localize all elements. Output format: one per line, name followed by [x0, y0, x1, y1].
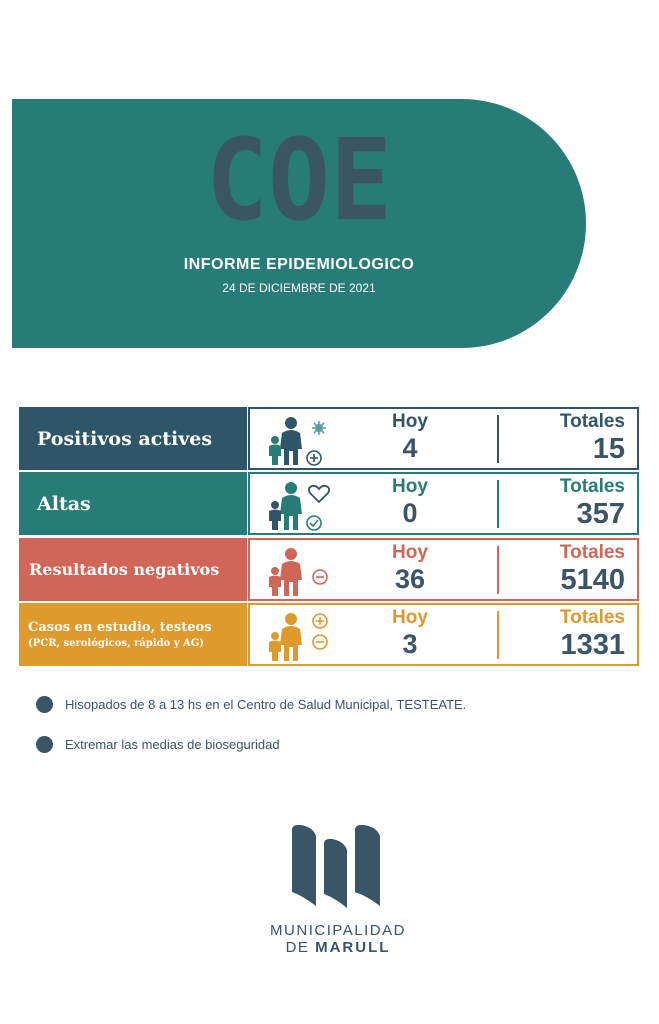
list-item [36, 732, 466, 756]
row-panel [248, 472, 639, 535]
totales-label: Totales [559, 411, 625, 432]
family-heart-check-icon [264, 478, 334, 533]
row-label-box [19, 407, 247, 470]
coe-title: COE [205, 116, 393, 246]
row-label: Resultados negativos [29, 560, 220, 579]
hoy-label: Hoy [392, 542, 428, 563]
hoy-block [350, 411, 470, 463]
row-label: Altas [37, 492, 91, 515]
row-positivos-activos [19, 407, 639, 470]
totales-value: 15 [592, 433, 625, 465]
hoy-value: 4 [402, 433, 418, 463]
hoy-value: 3 [402, 629, 418, 659]
totales-label: Totales [559, 607, 625, 628]
divider [497, 480, 499, 528]
hoy-label: Hoy [392, 411, 428, 432]
row-label: Positivos actives [37, 427, 213, 450]
recommendations-list [36, 692, 466, 772]
municipality-line2 [238, 939, 438, 956]
family-minus-icon [264, 544, 334, 599]
divider [497, 546, 499, 594]
header-banner [12, 99, 586, 348]
municipalidad-logo-icon [289, 822, 389, 914]
hoy-value: 36 [394, 564, 426, 594]
hoy-block [350, 542, 470, 594]
row-label-box [19, 538, 247, 601]
row-label-box [19, 603, 247, 666]
hoy-label: Hoy [392, 476, 428, 497]
municipality-line1: MUNICIPALIDAD [270, 922, 406, 939]
list-item [36, 692, 466, 716]
hoy-value: 0 [402, 498, 418, 528]
list-item-text: Extremar las medias de bioseguridad [65, 736, 280, 752]
totales-value: 1331 [560, 629, 625, 661]
report-date: 24 DE DICIEMBRE DE 2021 [222, 281, 376, 295]
municipality-town: MARULL [315, 939, 391, 956]
bullet-dot-icon [36, 696, 53, 713]
totales-label: Totales [559, 476, 625, 497]
row-altas [19, 472, 639, 535]
divider [497, 611, 499, 659]
totales-block [560, 411, 625, 465]
row-panel [248, 603, 639, 666]
municipality-name [238, 922, 438, 956]
row-resultados-negativos [19, 538, 639, 601]
row-label: Casos en estudio, testeos [28, 620, 212, 635]
row-sublabel: (PCR, serológicos, rápido y AG) [28, 638, 205, 649]
row-panel [248, 407, 639, 470]
family-virus-plus-icon [264, 413, 334, 468]
totales-label: Totales [559, 542, 625, 563]
family-plus-minus-icon [264, 609, 334, 664]
list-item-text: Hisopados de 8 a 13 hs en el Centro de Salud Municipal, TESTEATE. [65, 696, 467, 712]
hoy-label: Hoy [392, 607, 428, 628]
hoy-block [350, 476, 470, 528]
totales-value: 5140 [560, 564, 625, 596]
row-label-box [19, 472, 247, 535]
divider [497, 415, 499, 463]
row-panel [248, 538, 639, 601]
totales-block [560, 542, 625, 596]
municipality-prefix: DE [285, 939, 316, 956]
row-casos-en-estudio [19, 603, 639, 666]
bullet-dot-icon [36, 736, 53, 753]
report-subtitle: INFORME EPIDEMIOLOGICO [183, 256, 415, 273]
hoy-block [350, 607, 470, 659]
totales-value: 357 [576, 498, 625, 530]
totales-block [560, 607, 625, 661]
totales-block [560, 476, 625, 530]
